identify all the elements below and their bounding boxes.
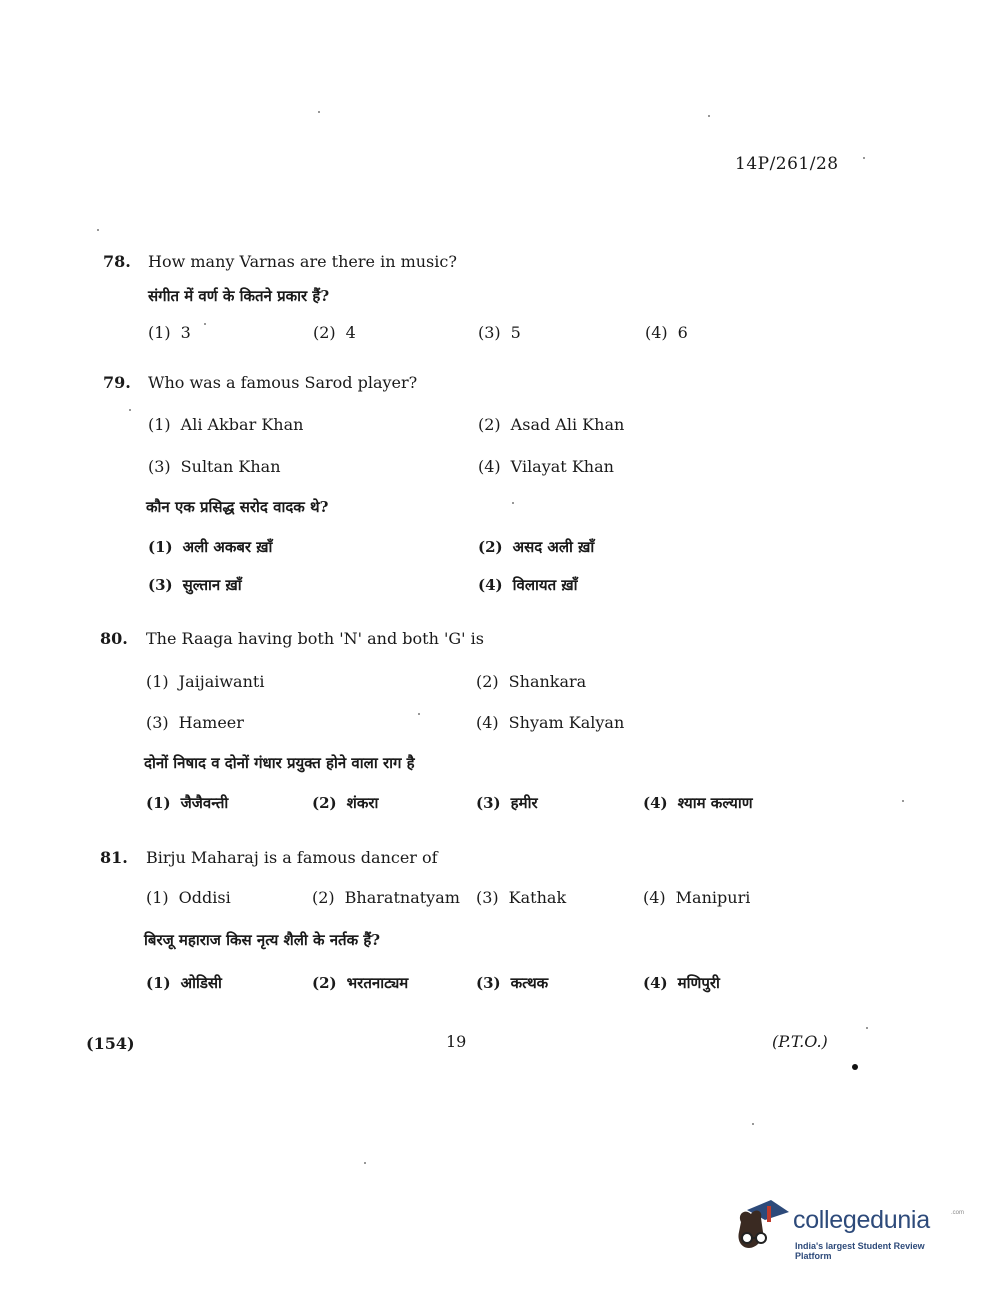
question-number: 81. [100, 848, 128, 867]
option-number: (1) [148, 415, 171, 434]
option-hi [146, 973, 222, 993]
option-text: शंकरा [346, 794, 379, 812]
scan-speck [318, 111, 320, 113]
option-number: (4) [478, 576, 503, 594]
option [312, 888, 460, 907]
option-number: (2) [313, 323, 336, 342]
brand-domain: .com [951, 1210, 965, 1216]
option-text: मणिपुरी [677, 974, 720, 992]
option [643, 888, 750, 907]
option [478, 457, 614, 476]
option [146, 713, 244, 732]
footer-code: (154) [86, 1034, 135, 1053]
option-number: (4) [643, 794, 668, 812]
option-text: Jaijaiwanti [178, 672, 265, 691]
question-text-hi: बिरजू महाराज किस नृत्य शैली के नर्तक हैं? [144, 931, 381, 949]
scan-speck [97, 229, 99, 231]
pto-label: (P.T.O.) [772, 1032, 828, 1051]
option-number: (1) [146, 974, 171, 992]
option [476, 672, 586, 691]
option-number: (4) [643, 974, 668, 992]
question-number: 80. [100, 629, 128, 648]
option-number: (3) [148, 576, 173, 594]
option-number: (4) [478, 457, 501, 476]
option [645, 323, 688, 342]
question-text-hi: संगीत में वर्ण के कितने प्रकार हैं? [148, 287, 330, 305]
option-number: (3) [148, 457, 171, 476]
option-text: Ali Akbar Khan [180, 415, 304, 434]
option-text: श्याम कल्याण [677, 794, 753, 812]
question-text-en: Who was a famous Sarod player? [148, 373, 418, 392]
option [146, 672, 264, 691]
option-number: (1) [146, 888, 169, 907]
option-hi [148, 537, 272, 557]
question-number: 78. [103, 252, 131, 271]
option-number: (1) [148, 538, 173, 556]
option-number: (2) [478, 415, 501, 434]
option-number: (3) [478, 323, 501, 342]
option-number: (3) [146, 713, 169, 732]
option-number: (3) [476, 888, 499, 907]
option [476, 888, 566, 907]
option-number: (3) [476, 794, 501, 812]
question-text-en: The Raaga having both 'N' and both 'G' is [146, 629, 484, 648]
option [313, 323, 356, 342]
mascot-icon [733, 1196, 791, 1256]
scan-speck [902, 800, 904, 802]
paper-code: 14P/261/28 [735, 154, 839, 174]
question-text-en: Birju Maharaj is a famous dancer of [146, 848, 438, 867]
brand-tagline: India's largest Student Review Platform [795, 1241, 925, 1261]
option-text: सुल्तान ख़ाँ [182, 576, 242, 594]
scan-speck [752, 1123, 754, 1125]
option-text: हमीर [510, 794, 538, 812]
option-number: (2) [312, 794, 337, 812]
option-hi [312, 973, 408, 993]
scan-speck [708, 115, 710, 117]
option-number: (3) [476, 974, 501, 992]
option-number: (4) [643, 888, 666, 907]
option-text: जैजैवन्ती [180, 794, 229, 812]
option-hi [476, 793, 538, 813]
option-text: Shyam Kalyan [508, 713, 625, 732]
option-hi [148, 575, 242, 595]
option-number: (1) [146, 794, 171, 812]
option-hi [312, 793, 378, 813]
option-text: 6 [677, 323, 688, 342]
option-hi [478, 537, 594, 557]
option-text: Vilayat Khan [510, 457, 614, 476]
option-text: Sultan Khan [180, 457, 281, 476]
option-text: विलायत ख़ाँ [512, 576, 578, 594]
brand-name: collegedunia [793, 1206, 930, 1234]
option-text: कत्थक [510, 974, 549, 992]
collegedunia-logo [733, 1196, 965, 1261]
option-text: Asad Ali Khan [510, 415, 625, 434]
page-number: 19 [446, 1032, 467, 1051]
option-text: अली अकबर ख़ाँ [182, 538, 273, 556]
option [148, 323, 191, 342]
option [476, 713, 624, 732]
option [148, 415, 303, 434]
option-hi [643, 793, 753, 813]
option-text: Hameer [178, 713, 244, 732]
option-number: (2) [312, 974, 337, 992]
option-text: Oddisi [178, 888, 231, 907]
scan-speck [852, 1064, 858, 1070]
option [478, 415, 624, 434]
scan-speck [418, 713, 420, 715]
scan-speck [863, 157, 865, 159]
scan-speck [512, 502, 514, 504]
option-text: 4 [345, 323, 356, 342]
option-number: (4) [476, 713, 499, 732]
option-text: 3 [180, 323, 191, 342]
scan-speck [129, 409, 131, 411]
option-text: Kathak [508, 888, 567, 907]
question-text-hi: दोनों निषाद व दोनों गंधार प्रयुक्त होने वाला राग है [144, 754, 415, 772]
option-text: 5 [510, 323, 521, 342]
question-number: 79. [103, 373, 131, 392]
option-hi [478, 575, 578, 595]
scan-speck [866, 1027, 868, 1029]
option-number: (1) [148, 323, 171, 342]
option [148, 457, 281, 476]
option-hi [476, 973, 548, 993]
option-number: (4) [645, 323, 668, 342]
option-hi [146, 793, 228, 813]
option-text: भरतनाट्यम [346, 974, 409, 992]
option [478, 323, 521, 342]
scan-speck [364, 1162, 366, 1164]
option [146, 888, 231, 907]
option-number: (1) [146, 672, 169, 691]
question-text-en: How many Varnas are there in music? [148, 252, 457, 271]
option-hi [643, 973, 720, 993]
option-text: Shankara [508, 672, 587, 691]
option-text: Manipuri [675, 888, 751, 907]
option-text: Bharatnatyam [344, 888, 460, 907]
option-text: ओडिसी [180, 974, 222, 992]
option-number: (2) [476, 672, 499, 691]
question-text-hi: कौन एक प्रसिद्ध सरोद वादक थे? [146, 498, 329, 516]
option-number: (2) [478, 538, 503, 556]
scan-speck [204, 323, 206, 325]
option-text: असद अली ख़ाँ [512, 538, 595, 556]
option-number: (2) [312, 888, 335, 907]
